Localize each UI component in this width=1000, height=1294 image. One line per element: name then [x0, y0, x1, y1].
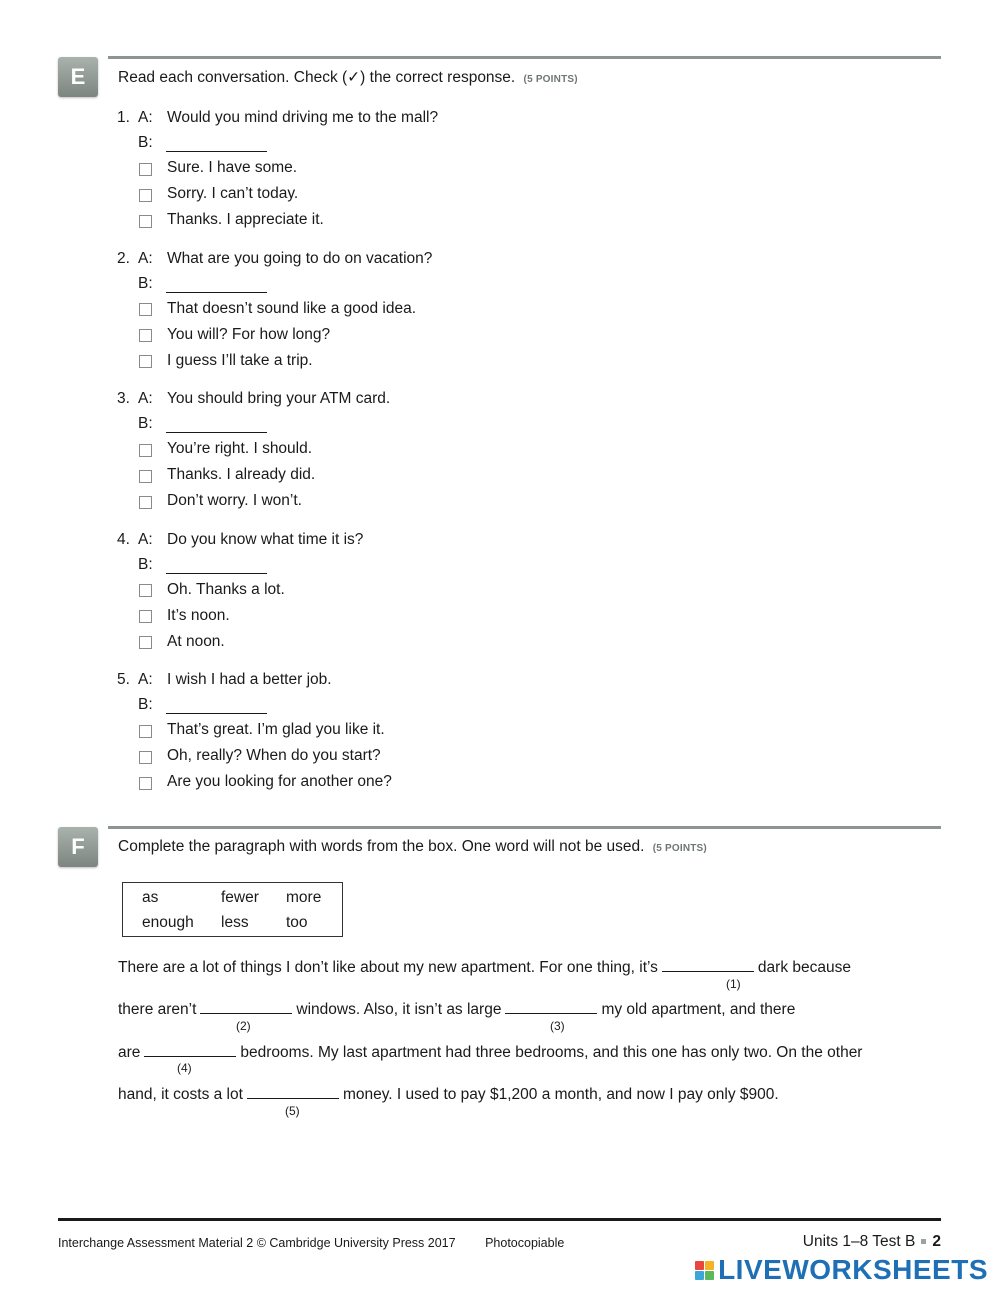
- response-blank: [166, 713, 267, 714]
- word-fewer: fewer: [221, 889, 259, 906]
- word-more: more: [286, 889, 322, 906]
- speaker-b-label: B:: [138, 134, 153, 151]
- question-4-option-1[interactable]: [139, 580, 285, 600]
- question-2-option-3[interactable]: [139, 351, 313, 371]
- word-box: [122, 882, 343, 937]
- question-5-option-3[interactable]: [139, 773, 392, 792]
- word-too: too: [286, 914, 308, 931]
- checkbox[interactable]: [139, 355, 152, 368]
- footer-copyright: Interchange Assessment Material 2 © Cambridge University Press 2017: [58, 1236, 456, 1250]
- question-1-option-1[interactable]: [139, 159, 298, 178]
- section-f-points: (5 POINTS): [652, 843, 707, 854]
- footer-separator: [921, 1239, 926, 1244]
- checkbox[interactable]: [139, 303, 152, 316]
- question-2-option-2[interactable]: [139, 325, 331, 345]
- footer-copyright-block: [58, 1236, 564, 1250]
- question-5-option-2[interactable]: [139, 747, 381, 766]
- blank-3-label: (3): [550, 1019, 565, 1033]
- checkbox[interactable]: [139, 636, 152, 649]
- question-3-option-1[interactable]: [139, 440, 313, 459]
- paragraph-line-2: [118, 1000, 795, 1019]
- checkbox[interactable]: [139, 584, 152, 597]
- speaker-b-label: B:: [138, 274, 153, 292]
- option-label: You will? For how long?: [167, 325, 331, 343]
- paragraph-text: windows. Also, it isn’t as large: [296, 1001, 502, 1018]
- question-number: 3.: [117, 390, 130, 407]
- word-as: as: [142, 889, 159, 906]
- question-prompt: Would you mind driving me to the mall?: [167, 109, 439, 126]
- blank-2-label: (2): [236, 1019, 251, 1033]
- option-label: At noon.: [167, 632, 225, 650]
- page-number: 2: [932, 1233, 941, 1250]
- question-4-option-2[interactable]: [139, 606, 230, 626]
- section-e-points: (5 POINTS): [523, 74, 578, 85]
- checkbox[interactable]: [139, 444, 152, 457]
- section-f-badge: F: [58, 827, 98, 867]
- liveworksheets-logo: [695, 1254, 988, 1286]
- speaker-a-label: A:: [138, 390, 153, 407]
- section-e-badge: E: [58, 57, 98, 97]
- liveworksheets-text: LIVEWORKSHEETS: [718, 1254, 988, 1285]
- blank-4-label: (4): [177, 1061, 192, 1075]
- speaker-b-label: B:: [138, 415, 153, 432]
- option-label: It’s noon.: [167, 606, 230, 624]
- blank-1[interactable]: [662, 958, 754, 972]
- option-label: I guess I’ll take a trip.: [167, 351, 313, 369]
- checkbox[interactable]: [139, 189, 152, 202]
- question-number: 5.: [117, 671, 130, 688]
- checkbox[interactable]: [139, 470, 152, 483]
- logo-square: [695, 1261, 704, 1270]
- footer-test-name: Units 1–8 Test B: [802, 1233, 916, 1250]
- paragraph-text: dark because: [757, 959, 851, 976]
- question-prompt: What are you going to do on vacation?: [167, 249, 433, 267]
- section-e-instruction-text: Read each conversation. Check (✓) the correct response.: [118, 69, 516, 86]
- blank-1-label: (1): [726, 977, 741, 991]
- option-label: Are you looking for another one?: [167, 773, 392, 791]
- footer-photocopiable: Photocopiable: [485, 1236, 565, 1250]
- footer-test-info: [803, 1233, 941, 1251]
- option-label: Sure. I have some.: [167, 159, 298, 176]
- question-5-option-1[interactable]: [139, 721, 385, 740]
- logo-square: [705, 1261, 714, 1270]
- question-3-option-2[interactable]: [139, 466, 316, 485]
- question-number: 1.: [117, 109, 130, 126]
- checkbox[interactable]: [139, 496, 152, 509]
- section-f-rule: [108, 826, 941, 829]
- checkbox[interactable]: [139, 751, 152, 764]
- response-blank: [166, 292, 267, 293]
- speaker-a-label: A:: [138, 530, 153, 548]
- option-label: Thanks. I appreciate it.: [167, 211, 324, 229]
- option-label: Oh, really? When do you start?: [167, 747, 381, 765]
- section-f-instruction-text: Complete the paragraph with words from the box. One word will not be used.: [118, 838, 645, 855]
- speaker-b-label: B:: [138, 555, 153, 573]
- speaker-a-label: A:: [138, 671, 153, 688]
- question-1-option-3[interactable]: [139, 211, 324, 230]
- paragraph-text: money. I used to pay $1,200 a month, and now I pay only $900.: [342, 1086, 779, 1103]
- option-label: You’re right. I should.: [167, 440, 313, 457]
- logo-square: [705, 1271, 714, 1280]
- response-blank: [166, 573, 267, 574]
- paragraph-line-4: [118, 1085, 779, 1104]
- logo-square: [695, 1271, 704, 1280]
- blank-2[interactable]: [200, 1000, 292, 1014]
- question-1-option-2[interactable]: [139, 185, 299, 204]
- checkbox[interactable]: [139, 777, 152, 790]
- question-prompt: Do you know what time it is?: [167, 530, 364, 548]
- checkbox[interactable]: [139, 725, 152, 738]
- section-e-rule: [108, 56, 941, 59]
- response-blank: [166, 151, 267, 152]
- paragraph-line-3: [118, 1043, 862, 1062]
- checkbox[interactable]: [139, 329, 152, 342]
- paragraph-line-1: [118, 958, 851, 977]
- section-f-instruction: [118, 838, 707, 856]
- question-number: 4.: [117, 530, 130, 548]
- blank-5-label: (5): [285, 1104, 300, 1118]
- word-enough: enough: [142, 914, 194, 931]
- blank-4[interactable]: [144, 1043, 236, 1057]
- word-less: less: [221, 914, 249, 931]
- option-label: Don’t worry. I won’t.: [167, 492, 302, 510]
- section-e-instruction: [118, 68, 578, 87]
- question-2-option-1[interactable]: [139, 299, 417, 319]
- paragraph-text: bedrooms. My last apartment had three bedrooms, and this one has only two. On the other: [240, 1044, 863, 1061]
- question-3-option-3[interactable]: [139, 492, 302, 511]
- response-blank: [166, 432, 267, 433]
- question-4-option-3[interactable]: [139, 632, 225, 652]
- checkbox[interactable]: [139, 215, 152, 228]
- paragraph-text: my old apartment, and there: [601, 1001, 796, 1018]
- blank-5[interactable]: [247, 1085, 339, 1099]
- speaker-b-label: B:: [138, 696, 153, 713]
- question-prompt: I wish I had a better job.: [167, 671, 332, 688]
- checkbox[interactable]: [139, 610, 152, 623]
- question-prompt: You should bring your ATM card.: [167, 390, 391, 407]
- option-label: That’s great. I’m glad you like it.: [167, 721, 385, 738]
- speaker-a-label: A:: [138, 249, 153, 267]
- option-label: That doesn’t sound like a good idea.: [167, 299, 417, 317]
- question-number: 2.: [117, 249, 130, 267]
- speaker-a-label: A:: [138, 109, 153, 126]
- liveworksheets-mark-icon: [695, 1261, 714, 1280]
- paragraph-text: There are a lot of things I don’t like about my new apartment. For one thing, it’s: [118, 959, 658, 976]
- option-label: Oh. Thanks a lot.: [167, 580, 285, 598]
- paragraph-text: hand, it costs a lot: [118, 1086, 243, 1103]
- blank-3[interactable]: [505, 1000, 597, 1014]
- paragraph-text: there aren’t: [118, 1001, 197, 1018]
- option-label: Sorry. I can’t today.: [167, 185, 299, 203]
- paragraph-text: are: [118, 1044, 141, 1061]
- footer-rule: [58, 1218, 941, 1221]
- option-label: Thanks. I already did.: [167, 466, 316, 484]
- checkbox[interactable]: [139, 163, 152, 176]
